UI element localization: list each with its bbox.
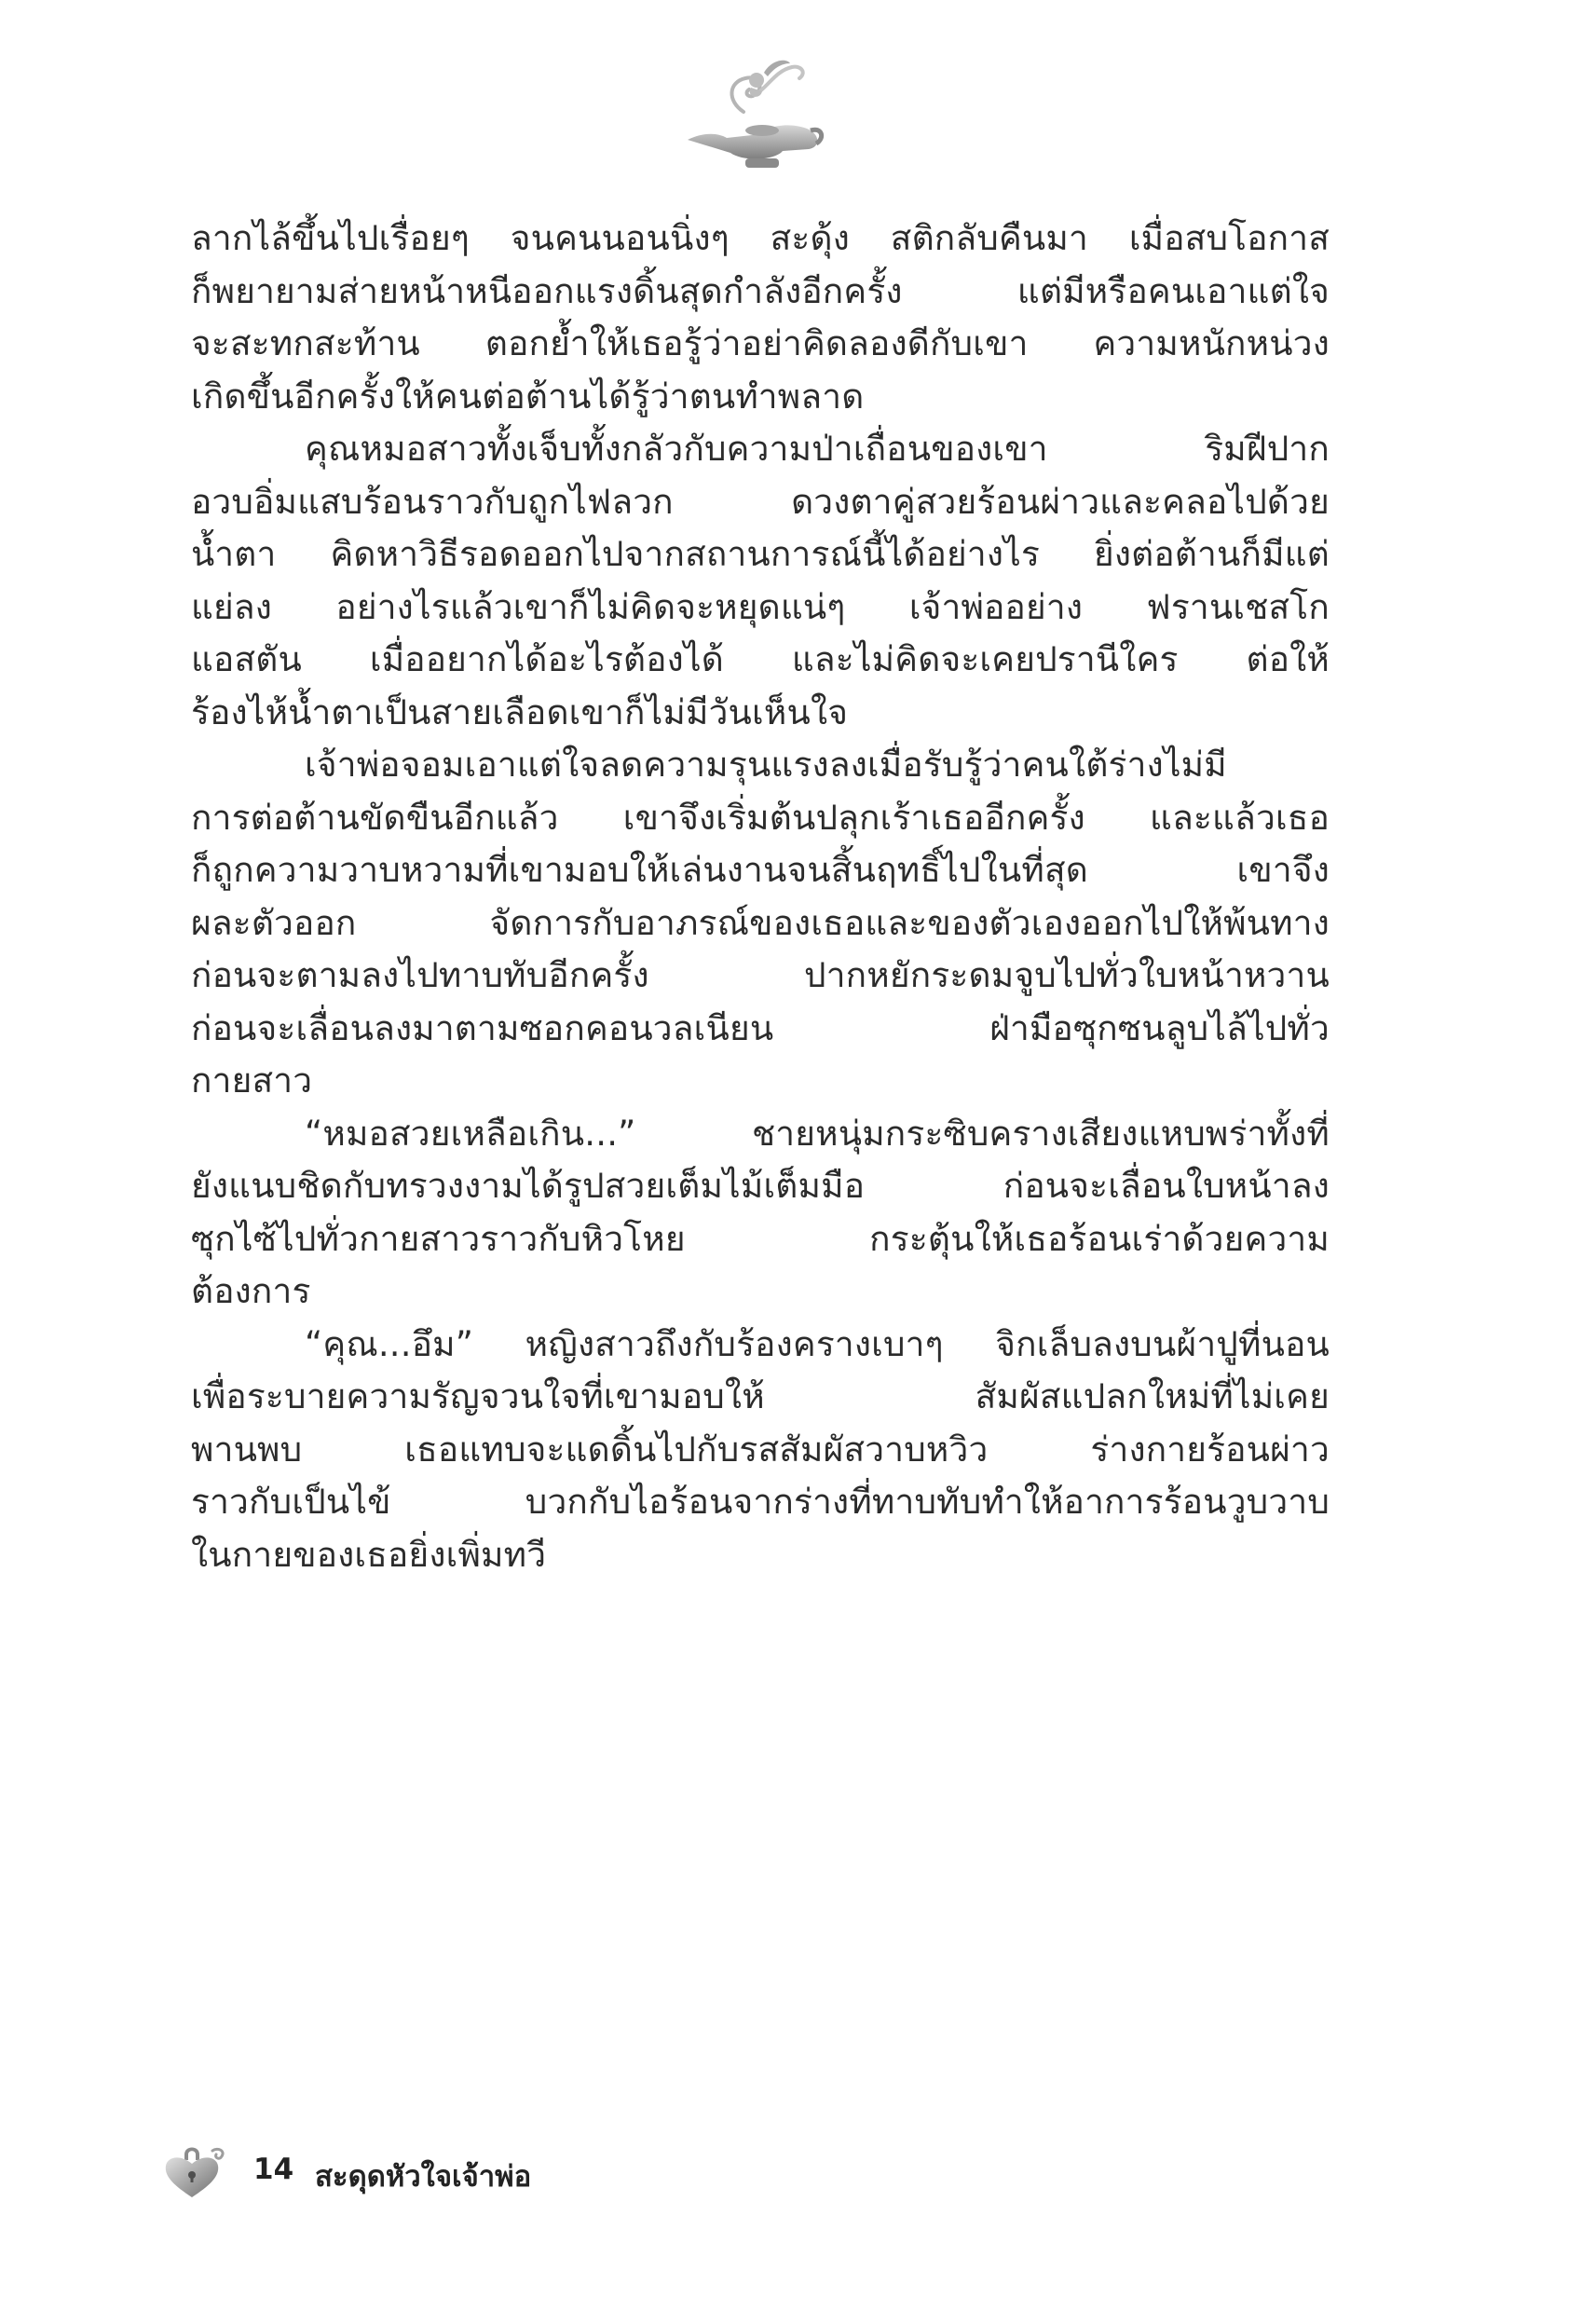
heart-lock-icon [157,2143,231,2201]
text-line: ในกายของเธอยิ่งเพิ่มทวี [191,1534,547,1575]
text-line: ก่อนจะตามลงไปทาบทับอีกครั้ง ปากหยักระดมจูบไปทั่วใบหน้าหวาน [191,955,1330,995]
text-line: ยังแนบชิดกับทรวงงามได้รูปสวยเต็มไม้เต็มมือ ก่อนจะเลื่อนใบหน้าลง [191,1166,1330,1206]
text-line: แอสตัน เมื่ออยากได้อะไรต้องได้ และไม่คิดจะเคยปรานีใคร ต่อให้ [191,639,1330,679]
text-line: “หมอสวยเหลือเกิน...” ชายหนุ่มกระซิบครางเสียงแหบพร่าทั้งที่ [305,1113,1330,1154]
paragraph [191,1319,1330,1582]
text-line: ก็ถูกความวาบหวามที่เขามอบให้เล่นงานจนสิ้นฤทธิ์ไปในที่สุด เขาจึง [191,850,1330,890]
text-line: ราวกับเป็นไข้ บวกกับไอร้อนจากร่างที่ทาบทับทำให้อาการร้อนวูบวาบ [191,1482,1330,1522]
text-line: เพื่อระบายความรัญจวนใจที่เขามอบให้ สัมผัสแปลกใหม่ที่ไม่เคย [191,1376,1330,1416]
text-line: ร้องไห้น้ำตาเป็นสายเลือดเขาก็ไม่มีวันเห็นใจ [191,691,849,732]
text-line: ต้องการ [191,1271,311,1311]
text-line: “คุณ...อึม” หญิงสาวถึงกับร้องครางเบาๆ จิกเล็บลงบนผ้าปูที่นอน [305,1323,1330,1364]
text-line: ก่อนจะเลื่อนลงมาตามซอกคอนวลเนียน ฝ่ามือซุกซนลูบไล้ไปทั่ว [191,1007,1330,1048]
paragraph [191,423,1330,739]
text-line: น้ำตา คิดหาวิธีรอดออกไปจากสถานการณ์นี้ได้อย่างไร ยิ่งต่อต้านก็มีแต่ [191,534,1330,574]
book-title: สะดุดหัวใจเจ้าพ่อ [315,2160,532,2194]
text-line: เกิดขึ้นอีกครั้งให้คนต่อต้านได้รู้ว่าตนทำพลาด [191,376,865,417]
paragraph [191,1108,1330,1319]
text-line: ผละตัวออก จัดการกับอาภรณ์ของเธอและของตัวเองออกไปให้พ้นทาง [191,902,1330,943]
text-line: พานพบ เธอแทบจะแดดิ้นไปกับรสสัมผัสวาบหวิว ร่างกายร้อนผ่าว [191,1429,1330,1470]
text-line: การต่อต้านขัดขืนอีกแล้ว เขาจึงเริ่มต้นปลุกเร้าเธออีกครั้ง และแล้วเธอ [191,797,1330,838]
text-line: ก็พยายามส่ายหน้าหนีออกแรงดิ้นสุดกำลังอีกครั้ง แต่มีหรือคนเอาแต่ใจ [191,270,1330,311]
text-line: อวบอิ่มแสบร้อนราวกับถูกไฟลวก ดวงตาคู่สวยร้อนผ่าวและคลอไปด้วย [191,481,1330,522]
text-line: กายสาว [191,1060,313,1101]
text-line: คุณหมอสาวทั้งเจ็บทั้งกลัวกับความป่าเถื่อนของเขา ริมฝีปาก [305,429,1330,469]
text-line: ซุกไซ้ไปทั่วกายสาวราวกับหิวโหย กระตุ้นให้เธอร้อนเร่าด้วยความ [191,1218,1330,1259]
text-line: แย่ลง อย่างไรแล้วเขาก็ไม่คิดจะหยุดแน่ๆ เจ้าพ่ออย่าง ฟรานเชสโก [191,586,1330,627]
body-text [191,212,1330,1581]
text-line: ลากไล้ขึ้นไปเรื่อยๆ จนคนนอนนิ่งๆ สะดุ้ง สติกลับคืนมา เมื่อสบโอกาส [191,218,1330,258]
page-footer [157,2143,809,2199]
paragraph [191,739,1330,1108]
genie-lamp-ornament-icon [671,54,829,175]
text-line: จะสะทกสะท้าน ตอกย้ำให้เธอรู้ว่าอย่าคิดลองดีกับเขา ความหนักหน่วง [191,323,1330,363]
text-line: เจ้าพ่อจอมเอาแต่ใจลดความรุนแรงลงเมื่อรับรู้ว่าคนใต้ร่างไม่มี [305,745,1227,785]
page-number: 14 [253,2153,294,2186]
paragraph [191,212,1330,423]
